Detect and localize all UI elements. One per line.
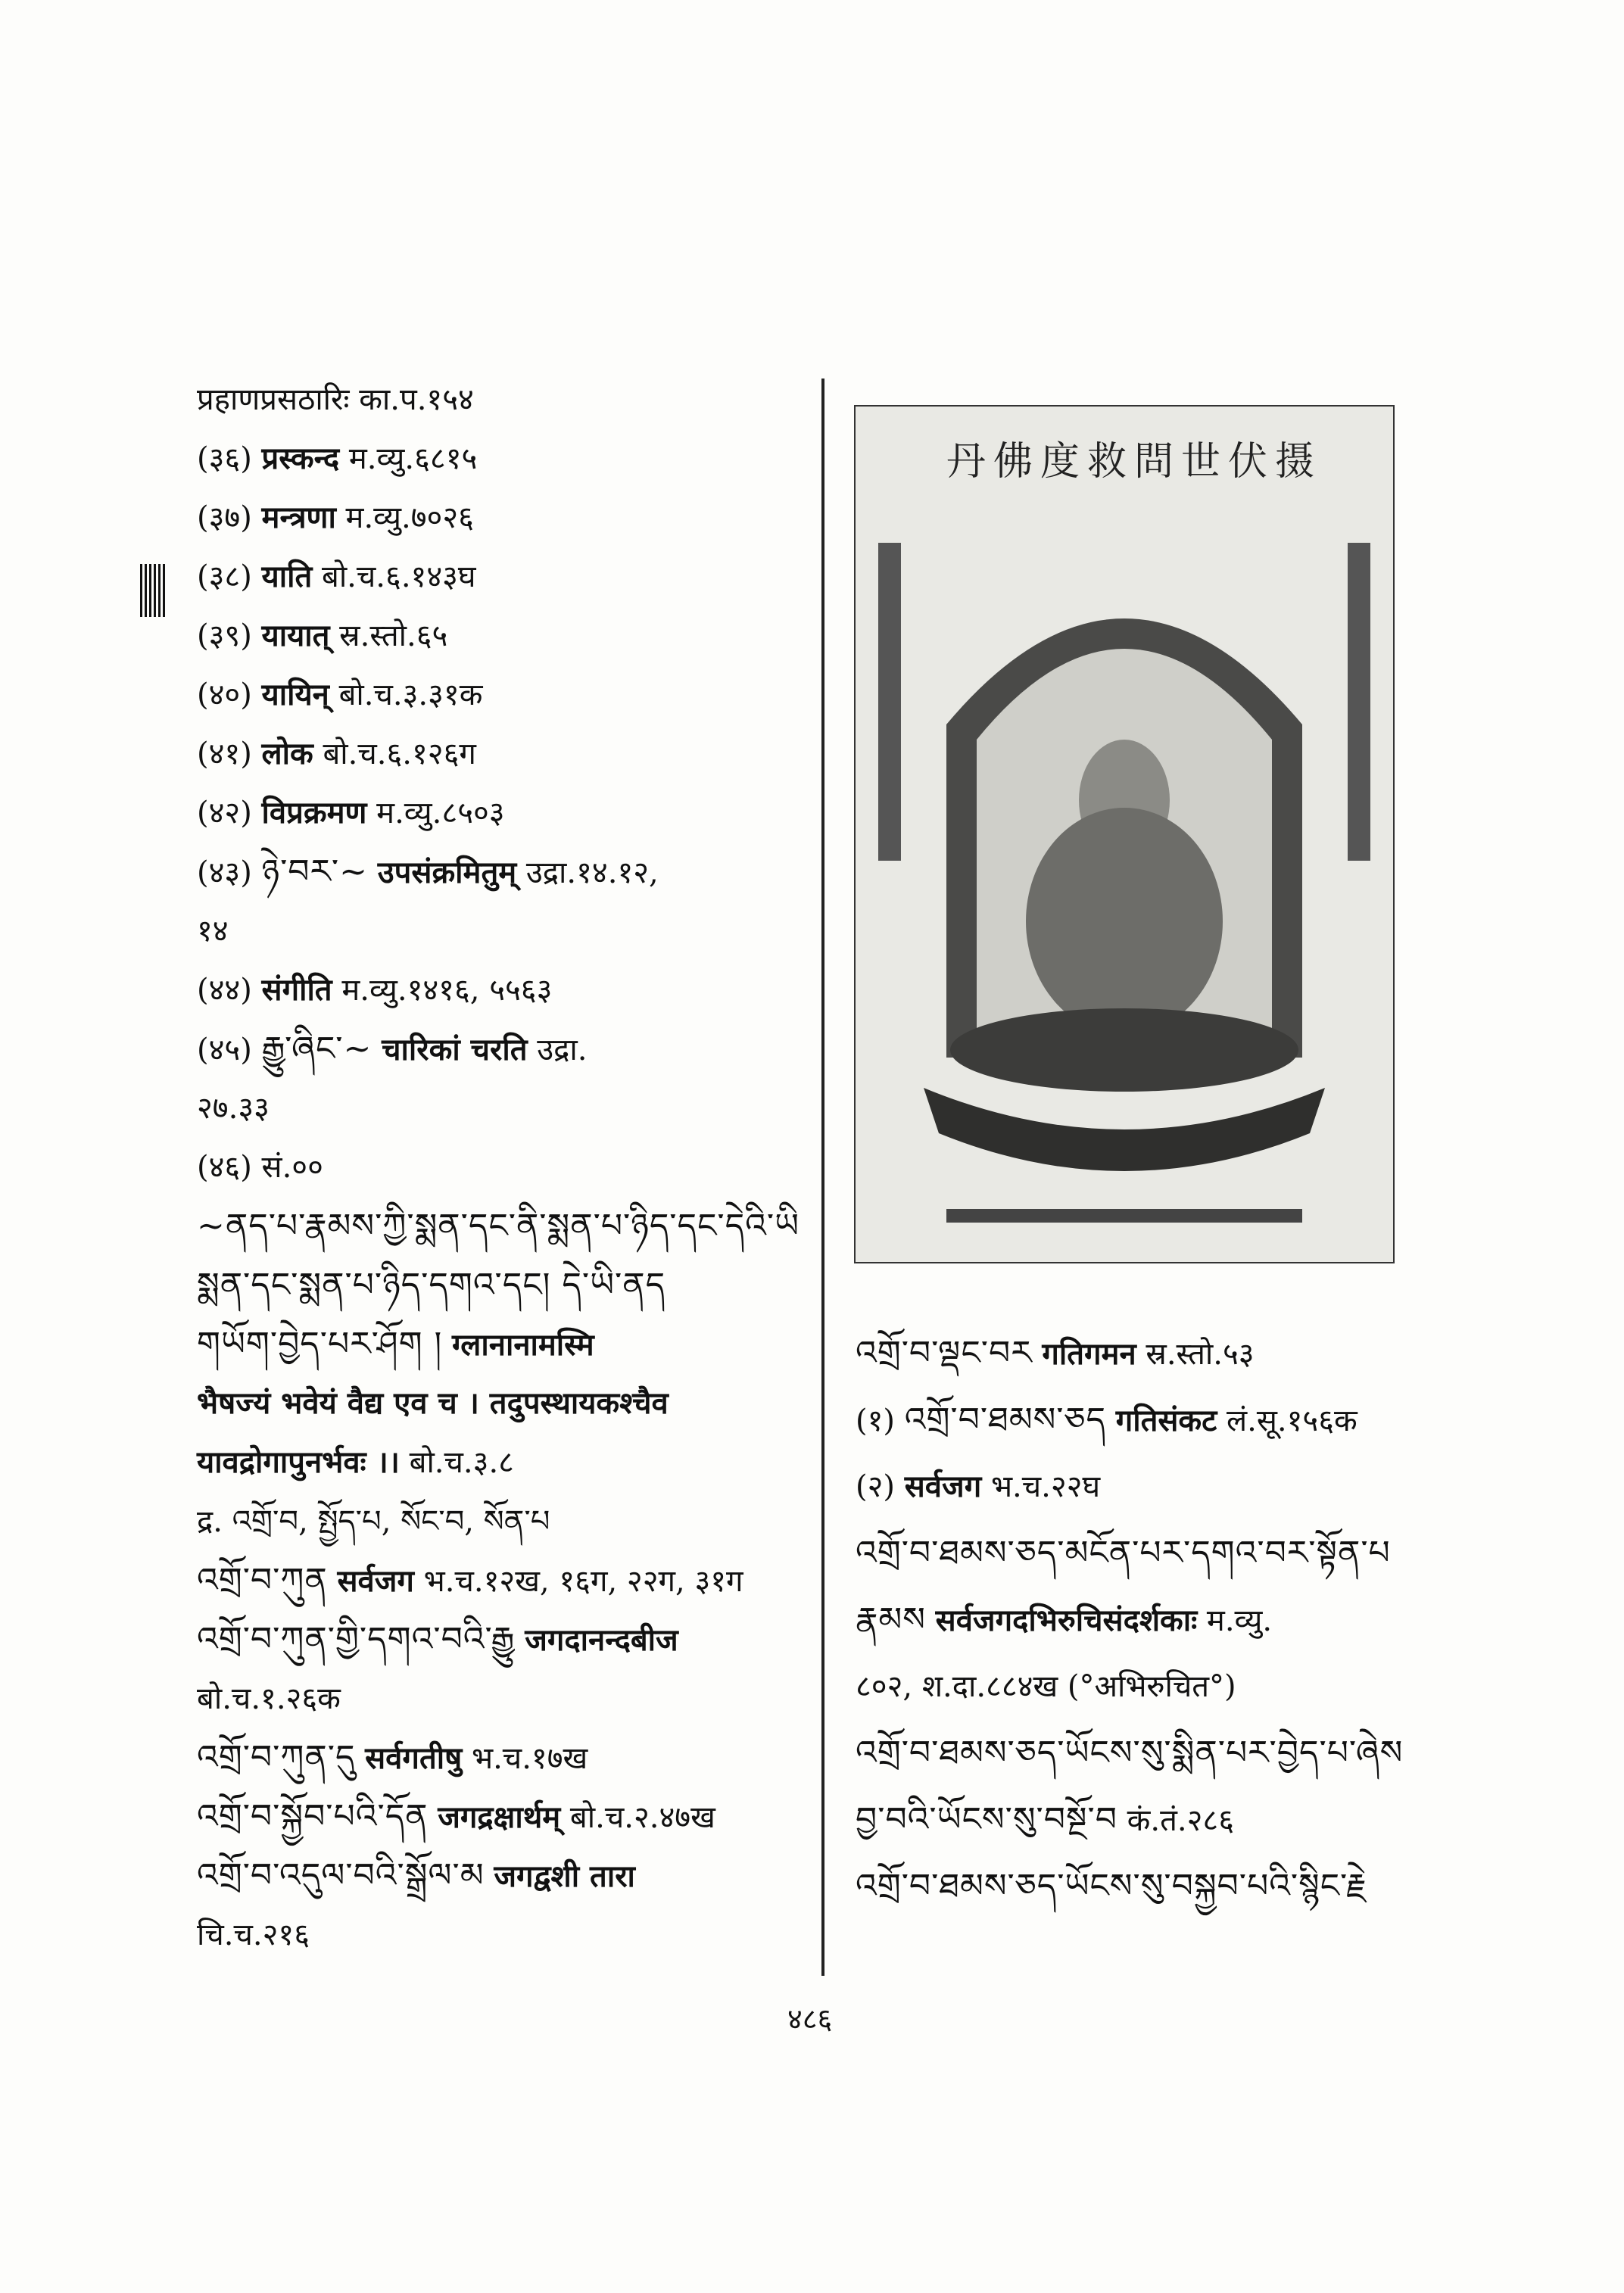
entry-line xyxy=(197,1500,550,1543)
entry-line xyxy=(856,1332,1255,1375)
entry-tibline: འགྲོ་བ་ཐམས་ཅད་མངོན་པར་དགའ་བར་སྟོན་པ xyxy=(856,1534,1391,1572)
entry-line xyxy=(197,379,474,421)
entry-bold: उपसंक्रमितुम् xyxy=(377,855,517,890)
entry-num: (२) xyxy=(856,1469,896,1504)
entry-bold: याति xyxy=(261,559,313,594)
entry-ref: बो.च.६.१४३घ xyxy=(321,559,476,594)
entry-tib: རྣམས xyxy=(856,1600,926,1639)
entry-tib: གཡོག་བྱེད་པར་ཤོག ། xyxy=(197,1325,443,1363)
entry-line xyxy=(197,615,447,657)
entry-tibline: སྨན་དང་སྨན་པ་ཉིད་དགའ་དང། དེ་ཡི་ནད xyxy=(197,1266,666,1304)
entry-tib: འགྲོ་བ་ཐམས་ཅད xyxy=(904,1400,1106,1439)
entry-tib: ཉེ་བར་~ xyxy=(261,852,369,891)
entry-line xyxy=(197,1382,669,1425)
entry-text: प्रहाणप्रसठारिः का.प.१५४ xyxy=(197,382,474,417)
entry-line xyxy=(197,792,505,834)
entry-line xyxy=(197,1028,588,1071)
entry-bold: संगीति xyxy=(261,972,332,1008)
entry-num: (४३) xyxy=(197,855,252,890)
entry-ref: सं.०० xyxy=(261,1150,323,1185)
entry-tibline: འགྲོ་བ་ཐམས་ཅད་ཡོངས་སུ་སྨིན་པར་བྱེད་པ་ཞེས xyxy=(856,1734,1404,1772)
entry-num: (१) xyxy=(856,1404,896,1438)
entry-ref: भ.च.२२घ xyxy=(990,1469,1101,1504)
entry-line xyxy=(856,1399,1357,1442)
entry-line xyxy=(197,1146,323,1189)
entry-bold: विप्रक्रमण xyxy=(261,795,367,830)
figure-caption: 丹佛度救問世伏摄 xyxy=(946,439,1323,484)
entry-text: द्र. འགྲོ་བ, སྤྱོད་པ, སོང་བ, སོན་པ xyxy=(197,1504,550,1539)
entry-line xyxy=(197,851,659,894)
entry-bold: जगदानन्दबीज xyxy=(525,1622,678,1658)
entry-line xyxy=(197,1737,588,1780)
entry-ref: भ.च.१२ख, १६ग, २२ग, ३१ग xyxy=(423,1564,743,1599)
entry-text: चि.च.२१६ xyxy=(197,1918,310,1952)
entry-line xyxy=(197,910,229,952)
entry-bold: चारिकां चरति xyxy=(382,1032,528,1067)
entry-num: (४५) xyxy=(197,1033,252,1067)
entry-tib: འགྲོ་བ་ཀུན xyxy=(197,1561,328,1600)
entry-bold: गतिगमन xyxy=(1042,1336,1136,1372)
entry-bold: गतिसंकट xyxy=(1115,1403,1217,1438)
entry-tib: འགྲོ་བ་འདུལ་བའི་སྒྲོལ་མ xyxy=(197,1856,485,1895)
entry-line xyxy=(197,1559,743,1603)
entry-bold: यावद्रोगापुनर्भवः ।। xyxy=(197,1444,400,1480)
entry-text: बो.च.१.२६क xyxy=(197,1681,341,1716)
entry-num: (४०) xyxy=(197,678,252,712)
entry-line xyxy=(197,438,477,480)
margin-marker xyxy=(140,564,167,617)
entry-ref: उद्रा. xyxy=(537,1033,588,1067)
entry-bold: सर्वगतीषु xyxy=(365,1740,463,1776)
entry-line xyxy=(197,733,476,775)
entry-num: (४४) xyxy=(197,973,252,1008)
entry-line xyxy=(197,1264,665,1307)
entry-line xyxy=(197,969,552,1011)
entry-line xyxy=(197,1441,514,1484)
entry-line xyxy=(856,1599,1272,1642)
entry-bold: सर्वजगदभिरुचिसंदर्शकाः xyxy=(935,1603,1198,1638)
entry-ref: स्र.स्तो.५३ xyxy=(1146,1337,1255,1372)
entry-line xyxy=(197,674,482,716)
entry-tib: བྱ་བའི་ཡོངས་སུ་བསྔོ་བ xyxy=(856,1800,1117,1839)
entry-num: (३७) xyxy=(197,500,252,535)
entry-line xyxy=(197,1618,678,1662)
entry-tib: འགྲོ་བ་ལྡང་བར xyxy=(856,1334,1033,1372)
entry-line xyxy=(197,1678,341,1720)
page-number: ४८६ xyxy=(787,2002,833,2036)
entry-num: (४६) xyxy=(197,1150,252,1185)
entry-line xyxy=(856,1466,1100,1508)
entry-ref: कं.तं.२८६ xyxy=(1127,1803,1235,1838)
entry-bold: यायिन् xyxy=(261,677,329,712)
entry-ref: बो.च.२.४७ख xyxy=(569,1800,715,1835)
entry-bold: सर्वजग xyxy=(337,1563,414,1599)
entry-bold: मन्त्रणा xyxy=(261,500,336,535)
entry-text: ८०२, श.दा.८८४ख (°अभिरुचित°) xyxy=(856,1669,1236,1704)
entry-num: (३९) xyxy=(197,618,252,653)
entry-bold: प्रस्कन्द xyxy=(261,441,340,476)
entry-tib: འགྲོ་བ་ཀུན་དུ xyxy=(197,1738,356,1777)
entry-line xyxy=(856,1665,1236,1708)
entry-ref: म.व्यु.७०२६ xyxy=(345,500,474,535)
entry-num: (४१) xyxy=(197,737,252,771)
entry-bold: जगद्रक्षार्थम् xyxy=(438,1799,561,1835)
entry-ref: बो.च.३.८ xyxy=(409,1445,514,1480)
entry-line xyxy=(197,556,476,598)
entry-tibline: འགྲོ་བ་ཐམས་ཅད་ཡོངས་སུ་བསྐྱབ་པའི་སྙིང་རྗེ xyxy=(856,1867,1367,1905)
entry-ref: उद्रा.१४.१२, xyxy=(525,855,659,890)
entry-line xyxy=(856,1799,1234,1842)
entry-line xyxy=(197,497,474,539)
entry-text: २७.३३ xyxy=(197,1091,270,1126)
entry-bold: यायात् xyxy=(261,618,330,653)
entry-num: (३८) xyxy=(197,559,252,594)
entry-line xyxy=(856,1865,1367,1908)
entry-num: (४२) xyxy=(197,796,252,830)
entry-num: (३६) xyxy=(197,441,252,476)
entry-tib: རྒྱུ་ཞིང་~ xyxy=(261,1030,372,1068)
entry-line xyxy=(197,1914,310,1956)
entry-line xyxy=(197,1323,594,1366)
deity-illustration xyxy=(854,405,1395,1263)
entry-ref: म.व्यु.१४१६, ५५६३ xyxy=(341,973,553,1008)
entry-text: १४ xyxy=(197,914,229,949)
entry-line xyxy=(856,1732,1403,1775)
column-divider xyxy=(821,379,824,1976)
entry-bold: सर्वजग xyxy=(904,1469,982,1504)
entry-bold: लोक xyxy=(261,736,313,771)
entry-tib: འགྲོ་བ་སྐྱོབ་པའི་དོན xyxy=(197,1797,429,1836)
entry-ref: म.व्यु.८५०३ xyxy=(376,796,505,830)
entry-line xyxy=(856,1532,1391,1575)
entry-tib: འགྲོ་བ་ཀུན་གྱི་དགའ་བའི་རྒྱུ xyxy=(197,1620,516,1659)
entry-ref: भ.च.१७ख xyxy=(471,1741,588,1776)
entry-tibline: ~ནད་པ་རྣམས་ཀྱི་སྨན་དང་ནི་སྨན་པ་ཉིད་དང་དེའི་ཡི xyxy=(197,1207,800,1245)
entry-line xyxy=(197,1855,635,1898)
entry-ref: म.व्यु.६८१५ xyxy=(348,441,478,476)
entry-line xyxy=(197,1205,800,1248)
entry-bold: जगद्वशी तारा xyxy=(494,1858,635,1894)
entry-ref: स्र.स्तो.६५ xyxy=(339,618,448,653)
entry-ref: लं.सू.१५६क xyxy=(1227,1404,1357,1438)
entry-bold: ग्लानानामस्मि xyxy=(452,1327,594,1363)
entry-ref: म.व्यु. xyxy=(1206,1603,1273,1638)
entry-ref: बो.च.३.३१क xyxy=(338,678,483,712)
entry-line xyxy=(197,1087,270,1129)
entry-bold: भैषज्यं भवेयं वैद्य एव च । तदुपस्थायकश्चैव xyxy=(197,1385,669,1421)
entry-line xyxy=(197,1796,715,1839)
entry-ref: बो.च.६.१२६ग xyxy=(323,737,476,771)
